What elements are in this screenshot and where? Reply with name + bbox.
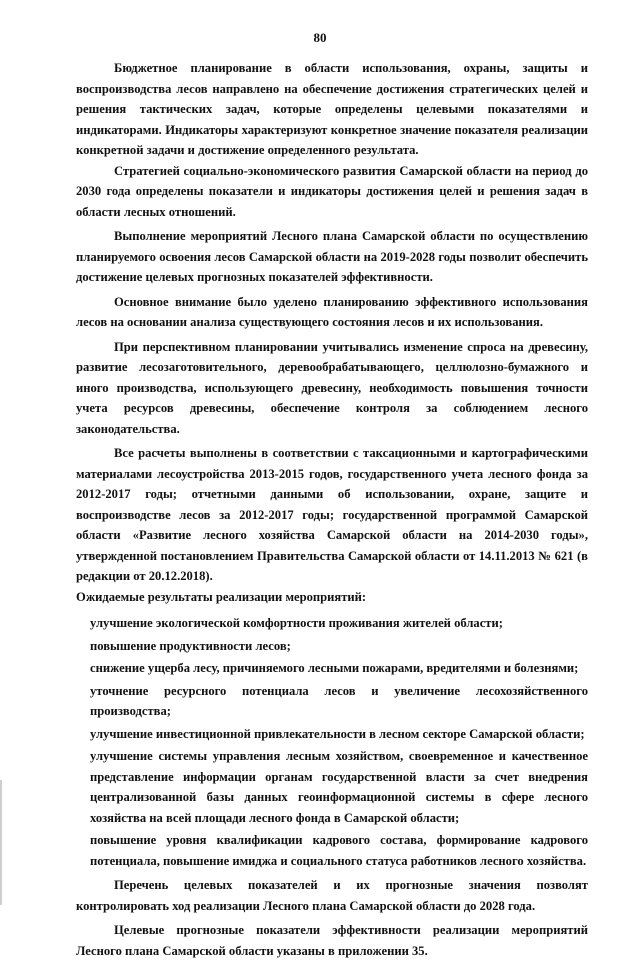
paragraph-strategy: Стратегией социально-экономического развития Самарской области на период до 2030 года определены показатели и индикаторы достижения целей и решения задач в области лесных отношений. (76, 163, 588, 219)
results-list-item: снижение ущерба лесу, причиняемого лесными пожарами, вредителями и болезнями; (90, 661, 579, 675)
results-list-item: улучшение системы управления лесным хозяйством, своевременное и качественное представление информации органам государственной власти за счет внедрения централизованной базы данных геоинформационной системы в сфере лесного хозяйства на всей площади лесного фонда в Самарской области; (90, 749, 588, 825)
page-number: 80 (313, 30, 327, 45)
results-list-item: улучшение инвестиционной привлекательности в лесном секторе Самарской области; (90, 726, 585, 741)
document-body (76, 58, 588, 961)
results-list-item: повышение уровня квалификации кадрового состава, формирование кадрового потенциала, повышение имиджа и социального статуса работников лесного хозяйства. (90, 833, 588, 868)
paragraph-forest-plan: Выполнение мероприятий Лесного плана Самарской области по осуществлению планируемого освоения лесов Самарской области на 2019-2028 годы позволит обеспечить достижение целевых прогнозных показателей эффективности. (76, 229, 588, 284)
results-list-item: улучшение экологической комфортности проживания жителей области; (90, 616, 503, 630)
scan-edge-line (0, 780, 2, 905)
paragraph-perspective-planning: При перспективном планировании учитывались изменение спроса на древесину, развитие лесозаготовительного, деревообрабатывающего, целлюлозно-бумажного и иного производства, использующего древесину, необходимость повышения точности учета ресурсов древесины, обеспечение контроля за соблюдением лесного законодательства. (76, 339, 588, 436)
paragraph-budget-planning: Бюджетное планирование в области использования, охраны, защиты и воспроизводства лесов направлено на обеспечение достижения стратегических целей и решения тактических задач, которые определены целевыми показателями и индикаторами. Индикаторы характеризуют конкретное значение показателя реализации конкретной задачи и достижение определенного результата. (76, 61, 588, 157)
paragraph-main-attention: Основное внимание было уделено планированию эффективного использования лесов на основании анализа существующего состояния лесов и их использования. (76, 294, 588, 329)
results-list-item: повышение продуктивности лесов; (90, 638, 291, 653)
paragraph-appendix-reference: Целевые прогнозные показатели эффективности реализации мероприятий Лесного плана Самарской области указаны в приложении 35. (76, 923, 588, 958)
results-heading: Ожидаемые результаты реализации мероприятий: (76, 589, 367, 604)
paragraph-target-indicators: Перечень целевых показателей и их прогнозные значения позволят контролировать ход реализации Лесного плана Самарской области до 2028 года. (76, 878, 588, 913)
results-list-item: уточнение ресурсного потенциала лесов и увеличение лесохозяйственного производства; (90, 683, 588, 718)
paragraph-calculations: Все расчеты выполнены в соответствии с таксационными и картографическими материалами лесоустройства 2013-2015 годов, государственного учета лесного фонда за 2012-2017 годы; отчетными данными об использовании, охране, защите и воспроизводстве лесов за 2012-2017 годы; государственной программой Самарской области «Развитие лесного хозяйства Самарской области на 2014-2030 годы», утвержденной постановлением Правительства Самарской области от 14.11.2013 № 621 (в редакции от 20.12.2018). (76, 446, 588, 583)
